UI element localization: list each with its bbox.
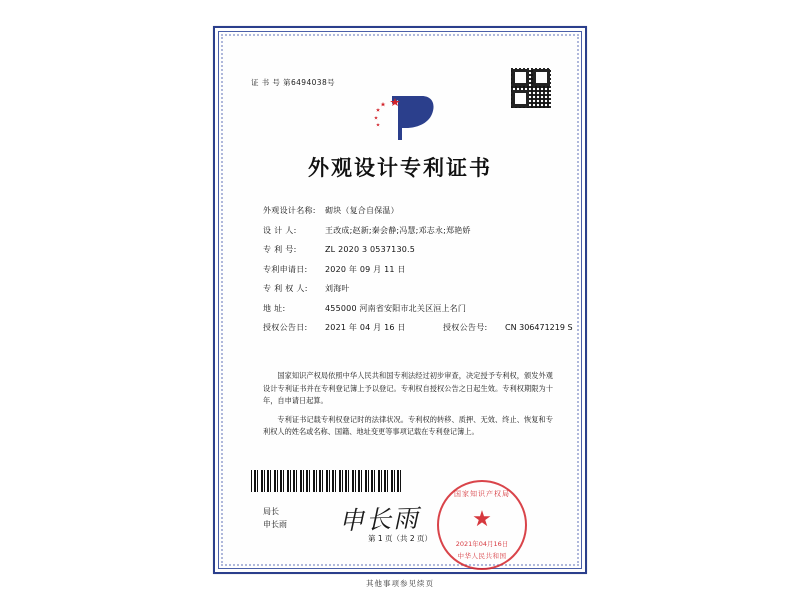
field-label-secondary: 授权公告号: (443, 323, 488, 332)
field-patent-number (263, 244, 551, 255)
certificate-number: 证 书 号 第6494038号 (251, 78, 336, 87)
certificate-content (227, 40, 573, 560)
field-value: 2021 年 04 月 16 日 (325, 323, 406, 332)
field-label: 授权公告日: (263, 323, 308, 332)
barcode (251, 470, 401, 492)
seal-text-bottom: 中华人民共和国 (457, 552, 507, 560)
field-application-date (263, 264, 551, 275)
field-value: 砌块（复合自保温） (325, 206, 399, 215)
qr-finder-bottom-left (512, 90, 529, 107)
certificate-sheet (213, 26, 587, 574)
field-designers (263, 225, 551, 236)
signature-title (263, 506, 287, 532)
qr-code-icon (511, 68, 551, 108)
field-label: 专 利 号: (263, 245, 297, 254)
field-label: 地 址: (263, 303, 286, 313)
field-grant-announcement (263, 322, 573, 333)
signature-title-line1: 局长 (263, 507, 279, 516)
certificate-fields (263, 205, 573, 342)
legal-paragraph-1: 国家知识产权局依照中华人民共和国专利法经过初步审查，决定授予专利权，颁发外观设计专利证书并在专利登记簿上予以登记。专利权自授权公告之日起生效。专利权期限为十年，自申请日起算。 (263, 371, 553, 406)
signature-title-line2: 申长雨 (263, 519, 287, 529)
seal-star-icon: ★ (472, 506, 492, 532)
cnipa-emblem-icon (362, 92, 438, 144)
field-label: 设 计 人: (263, 225, 297, 235)
footer-note: 其他事项参见续页 (366, 579, 434, 588)
legal-paragraph-2: 专利证书记载专利权登记时的法律状况。专利权的转移、质押、无效、终止、恢复和专利权人的姓名或名称、国籍、地址变更等事项记载在专利登记簿上。 (263, 414, 553, 437)
legal-text (263, 370, 553, 445)
field-value: 455000 河南省安阳市北关区洹上名门 (325, 303, 467, 313)
handwritten-signature: 申长雨 (338, 503, 421, 536)
field-patentee (263, 283, 551, 294)
field-value: 2020 年 09 月 11 日 (325, 264, 406, 274)
field-value: 王改成;赵新;秦会静;冯慧;邓志永;郑艳娇 (325, 225, 471, 235)
field-label: 专 利 权 人: (263, 284, 308, 293)
field-address (263, 303, 551, 314)
field-value-secondary: CN 306471219 S (505, 323, 573, 332)
page-number: 第 1 页（共 2 页） (367, 534, 433, 543)
field-design-name (263, 205, 551, 216)
official-seal (437, 480, 527, 570)
field-value: 刘海叶 (325, 284, 350, 293)
document-title: 外观设计专利证书 (308, 155, 492, 180)
field-label: 专利申请日: (263, 264, 308, 274)
field-label: 外观设计名称: (263, 206, 316, 215)
field-value: ZL 2020 3 0537130.5 (325, 245, 416, 254)
seal-text-top: 国家知识产权局 (454, 490, 510, 498)
seal-date: 2021年04月16日 (455, 540, 509, 548)
